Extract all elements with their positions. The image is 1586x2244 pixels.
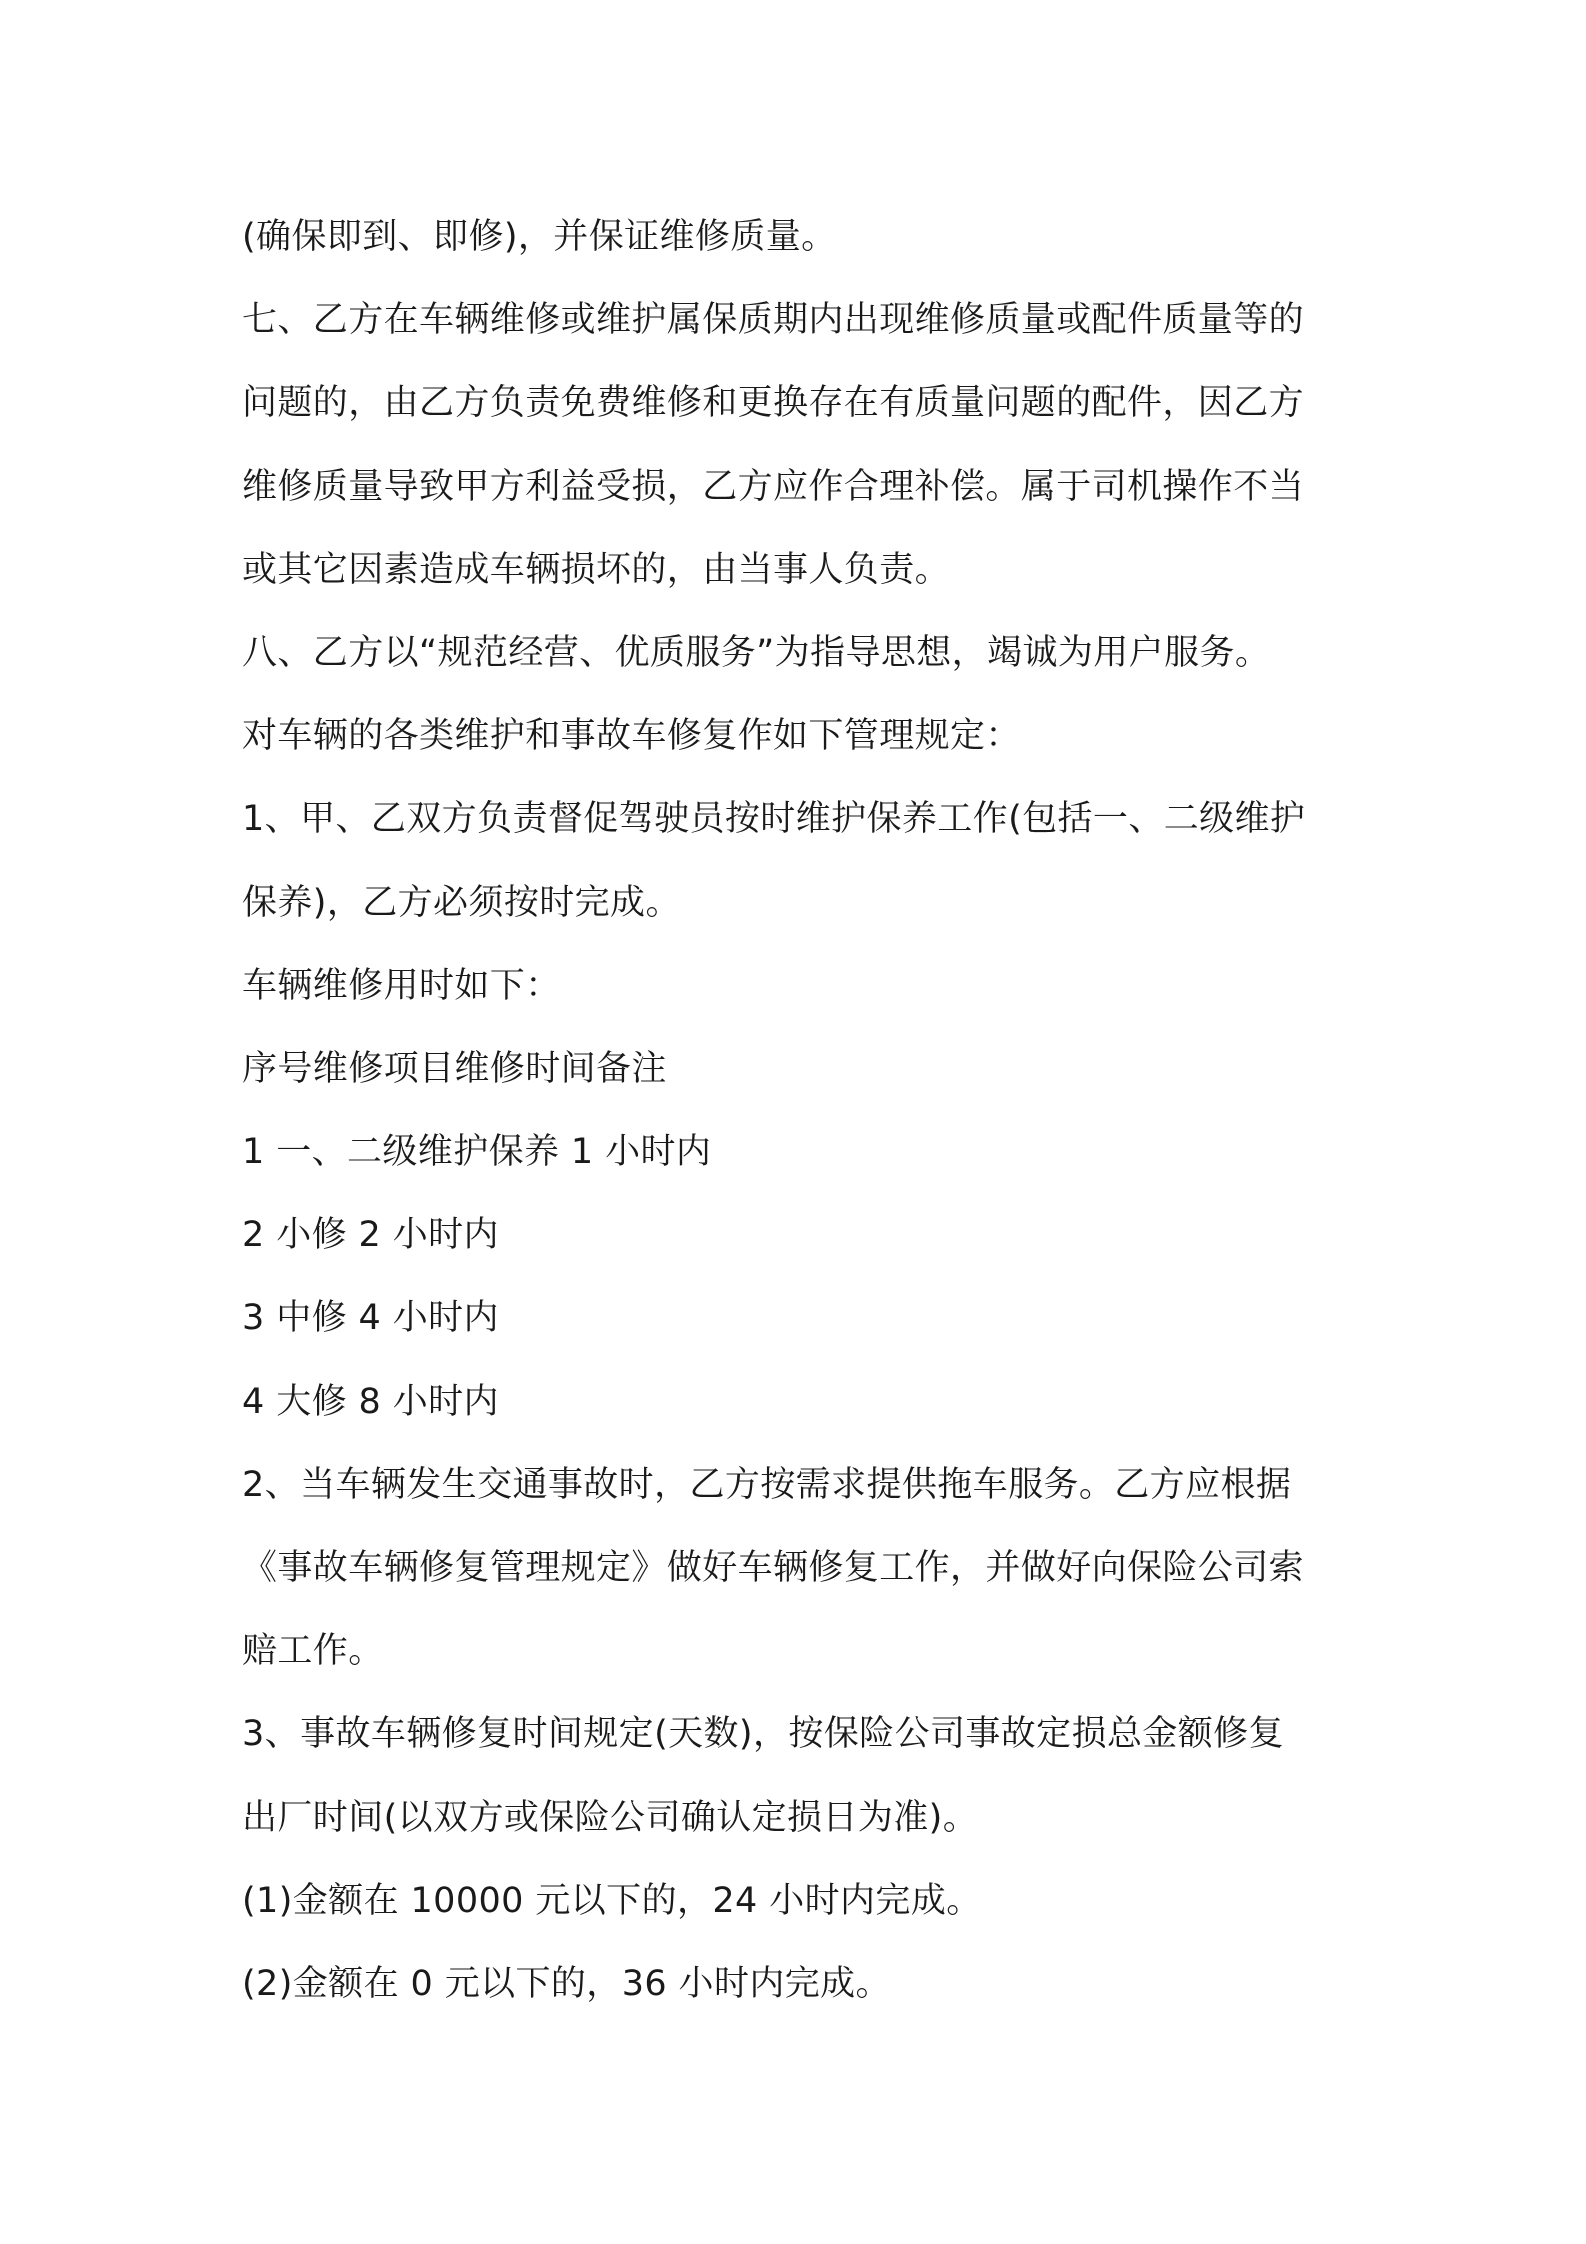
text-line: 2、当车辆发生交通事故时，乙方按需求提供拖车服务。乙方应根据 <box>242 1464 1292 1505</box>
text-line: (2)金额在 0 元以下的，36 小时内完成。 <box>242 1963 891 2004</box>
text-line: 七、乙方在车辆维修或维护属保质期内出现维修质量或配件质量等的 <box>242 300 1305 341</box>
text-line: 3、事故车辆修复时间规定(天数)，按保险公司事故定损总金额修复 <box>242 1714 1284 1755</box>
table-header-line: 序号维修项目维修时间备注 <box>242 1048 667 1089</box>
text-line: 赔工作。 <box>242 1631 384 1672</box>
document-body <box>242 196 1362 2026</box>
table-row-line: 4 大修 8 小时内 <box>242 1381 499 1422</box>
text-line: 问题的，由乙方负责免费维修和更换存在有质量问题的配件，因乙方 <box>242 383 1305 424</box>
text-line: (确保即到、即修)，并保证维修质量。 <box>242 217 837 257</box>
text-line: 出厂时间(以双方或保险公司确认定损日为准)。 <box>242 1797 979 1838</box>
table-row-line: 3 中修 4 小时内 <box>242 1298 499 1339</box>
text-line: 八、乙方以“规范经营、优质服务”为指导思想，竭诚为用户服务。 <box>242 632 1271 673</box>
text-line: 1、甲、乙双方负责督促驾驶员按时维护保养工作(包括一、二级维护 <box>242 799 1306 840</box>
text-line: (1)金额在 10000 元以下的，24 小时内完成。 <box>242 1880 982 1921</box>
text-line: 保养)，乙方必须按时完成。 <box>242 882 681 923</box>
text-line: 《事故车辆修复管理规定》做好车辆修复工作，并做好向保险公司索 <box>242 1548 1305 1588</box>
text-line: 维修质量导致甲方利益受损，乙方应作合理补偿。属于司机操作不当 <box>242 466 1305 507</box>
table-row-line: 1 一、二级维护保养 1 小时内 <box>242 1132 712 1173</box>
text-line: 对车辆的各类维护和事故车修复作如下管理规定： <box>242 716 1021 757</box>
text-line: 或其它因素造成车辆损坏的，由当事人负责。 <box>242 549 951 590</box>
table-row-line: 2 小修 2 小时内 <box>242 1215 499 1256</box>
text-line: 车辆维修用时如下： <box>242 965 561 1006</box>
